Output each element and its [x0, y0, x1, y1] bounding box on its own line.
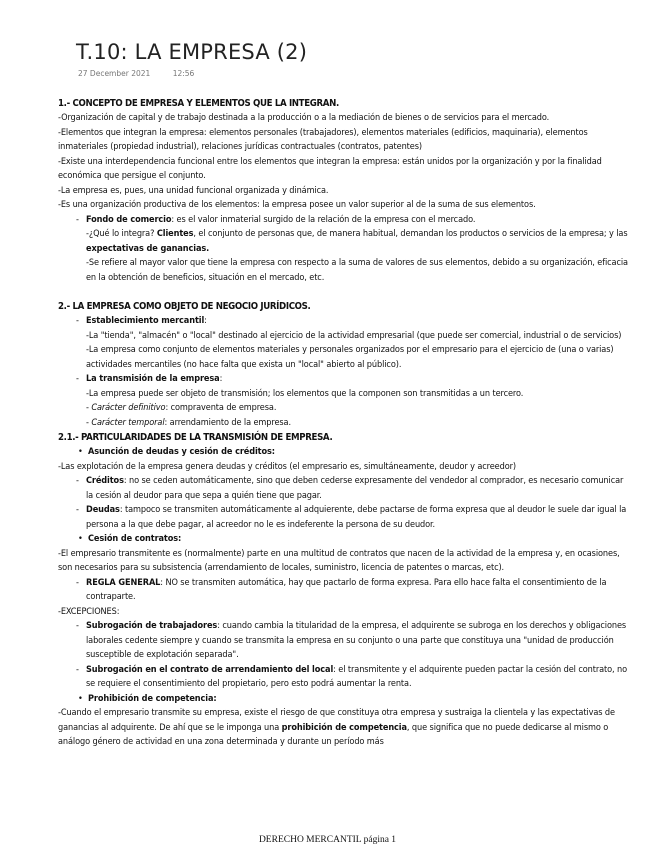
cesion-bullet: • Cesión de contratos: [58, 532, 628, 547]
asuncion-label: Asunción de deudas y cesión de créditos [88, 447, 272, 457]
paragraph: -La empresa es, pues, una unidad funcional organizada y dinámica. [58, 185, 329, 196]
clientes-label: Clientes [156, 229, 194, 239]
transmision-label: La transmisión de la empresa [86, 374, 220, 384]
prohibicion-label: Prohibición de competencia [88, 693, 214, 704]
section-1-heading: 1.- CONCEPTO DE EMPRESA Y ELEMENTOS QUE LA INTEGRAN. [58, 98, 339, 109]
excepciones-label: -EXCEPCIONES: [58, 606, 120, 617]
deudas-item: - Deudas: tampoco se transmiten automáticamente al adquierente, debe pactarse de forma expresa que al deudor le suele dar igual la persona a la que debe pagar, al acreedor no le es indeferente la persona de su deudor. [76, 505, 627, 530]
establecimiento-label: Establecimiento mercantil [86, 316, 205, 326]
expectativas-label: expectativas de ganancias. [86, 243, 210, 254]
establecimiento-item: - Establecimiento mercantil: [76, 316, 207, 326]
deudas-text: : tampoco se transmiten automáticamente al adquierente, debe pactarse de forma expresa que al deudor le suele dar igual la persona a la que debe pagar, al acreedor no le es indeferente la persona de su deudor. [86, 505, 627, 530]
document-body [58, 96, 628, 750]
temporal-label: Carácter temporal [91, 417, 165, 428]
prohibicion-text-c: , que significa que no puede dedicarse al mismo o análogo género de actividad en una zona determinada y durante un período más [58, 722, 609, 747]
creditos-text: : no se ceden automáticamente, sino que deben cederse expresamente del vendedor al comprador, es necesario comunicar la cesión al deudor para que sepa a quién tiene que pagar. [86, 476, 624, 501]
paragraph: -Existe una interdependencia funcional entre los elementos que integran la empresa: están unidos por la organización y por la finalidad económica que persigue el conjunto. [58, 156, 602, 181]
page-time: 12:56 [172, 69, 195, 78]
caracter-definitivo: - Carácter definitivo: compraventa de empresa. [86, 403, 277, 413]
paragraph: -La empresa puede ser objeto de transmisión; los elementos que la componen son transmitidas a un tercero. [86, 388, 524, 399]
subrogacion-trabajadores-text: : cuando cambia la titularidad de la empresa, el adquirente se subroga en los derechos y obligaciones laborales cedente siempre y cuando se transmita la empresa en su conjunto o una parte que constituya una "unidad de producción susceptible de explotación separada". [86, 621, 627, 660]
subrogacion-trabajadores-label: Subrogación de trabajadores [86, 621, 218, 631]
definitivo-label: Carácter definitivo [91, 403, 166, 413]
regla-text: : NO se transmiten automática, hay que pactarlo de forma expresa. Para ello hace falta el consentimiento de la contraparte. [86, 577, 607, 602]
question-text: -¿Qué lo integra? [86, 229, 157, 239]
paragraph: -Las explotación de la empresa genera deudas y créditos (el empresario es, simultáneamente, deudor y acreedor) [58, 461, 516, 472]
page-meta [78, 69, 214, 78]
prohibicion-text-a: -Cuando el empresario transmite su empresa, existe el riesgo de que constituya otra empresa y sustraiga la clientela y las expectativas de ganancias al adquirente. De ahí que se le imponga una [58, 708, 615, 733]
definitivo-text: : compraventa de empresa. [165, 403, 277, 413]
creditos-label: Créditos [86, 476, 124, 486]
page-footer: DERECHO MERCANTIL página 1 [258, 835, 397, 845]
cesion-label: Cesión de contratos [88, 534, 179, 544]
paragraph: -Es una organización productiva de los elementos: la empresa posee un valor superior al de la suma de sus elementos. [58, 200, 536, 210]
prohibicion-term: prohibición de competencia [281, 722, 407, 733]
fondo-label: Fondo de comercio [86, 214, 172, 225]
temporal-text: : arrendamiento de la empresa. [164, 417, 291, 428]
section-2-1-heading: 2.1.- PARTICULARIDADES DE LA TRANSMISIÓN DE EMPRESA. [58, 432, 333, 443]
paragraph: -Organización de capital y de trabajo destinada a la producción o a la mediación de bienes o de servicios para el mercado. [58, 113, 550, 123]
paragraph: -El empresario transmitente es (normalmente) parte en una multitud de contratos que nacen de la actividad de la empresa y, en ocasiones, son necesarios para su subsistencia (arrendamiento de locales, suministro, licencia de patentes o marcas, etc). [58, 548, 620, 573]
regla-label: REGLA GENERAL [86, 577, 161, 588]
caracter-temporal: - Carácter temporal: arrendamiento de la empresa. [86, 417, 291, 428]
fondo-text: : es el valor inmaterial surgido de la relación de la empresa con el mercado. [171, 214, 476, 225]
fondo-question [58, 227, 628, 256]
fondo-de-comercio-item: - Fondo de comercio: es el valor inmaterial surgido de la relación de la empresa con el mercado. [76, 214, 476, 225]
paragraph: -La empresa como conjunto de elementos materiales y personales organizados por el empresario para el ejercicio de (una o varias) actividades mercantiles (no hace falta que exista un "local" abierto al público). [86, 345, 614, 370]
subrogacion-trabajadores-item: - Subrogación de trabajadores: cuando cambia la titularidad de la empresa, el adquirente se subroga en los derechos y obligaciones laborales cedente siempre y cuando se transmita la empresa en su conjunto o una parte que constituya una "unidad de producción susceptible de explotación separada". [76, 621, 627, 660]
paragraph: -La "tienda", "almacén" o "local" destinado al ejercicio de la actividad empresarial (que puede ser comercial, industrial o de servicios) [86, 330, 622, 341]
section-2-heading: 2.- LA EMPRESA COMO OBJETO DE NEGOCIO JURÍDICOS. [58, 301, 311, 312]
page-date: 27 December 2021 [78, 69, 151, 78]
question-text-cont: , el conjunto de personas que, de manera habitual, demandan los productos o servicios de la empresa; y las [193, 229, 628, 239]
subrogacion-arrendamiento-item: - Subrogación en el contrato de arrendamiento del local: el transmitente y el adquirente pueden pactar la cesión del contrato, no se requiere el consentimiento del propietario, pero esto podrá aumentar la renta. [76, 664, 628, 689]
fondo-mayor-valor: -Se refiere al mayor valor que tiene la empresa con respecto a la suma de valores de sus elementos, debido a su organización, eficacia en la obtención de beneficios, situación en el mercado, etc. [86, 258, 628, 283]
deudas-label: Deudas [86, 505, 120, 515]
page-title: T.10: LA EMPRESA (2) [76, 40, 308, 64]
creditos-item: - Créditos: no se ceden automáticamente, sino que deben cederse expresamente del vendedor al comprador, es necesario comunicar la cesión al deudor para que sepa a quién tiene que pagar. [76, 476, 624, 501]
paragraph: -Elementos que integran la empresa: elementos personales (trabajadores), elementos materiales (edificios, maquinaria), elementos inmateriales (propiedad industrial), relaciones jurídicas contractuales (contratos, patentes) [58, 127, 588, 152]
prohibicion-bullet: • Prohibición de competencia: [58, 692, 628, 707]
regla-general-item: - REGLA GENERAL: NO se transmiten automática, hay que pactarlo de forma expresa. Para ello hace falta el consentimiento de la contraparte. [76, 577, 607, 602]
subrogacion-arrendamiento-label: Subrogación en el contrato de arrendamiento del local [86, 664, 334, 675]
transmision-item: - La transmisión de la empresa: [76, 374, 223, 384]
asuncion-bullet: • Asunción de deudas y cesión de créditos: [58, 445, 628, 460]
prohibicion-paragraph [58, 706, 628, 750]
subrogacion-arrendamiento-text: : el transmitente y el adquirente pueden pactar la cesión del contrato, no se requiere el consentimiento del propietario, pero esto podrá aumentar la renta. [86, 664, 628, 689]
